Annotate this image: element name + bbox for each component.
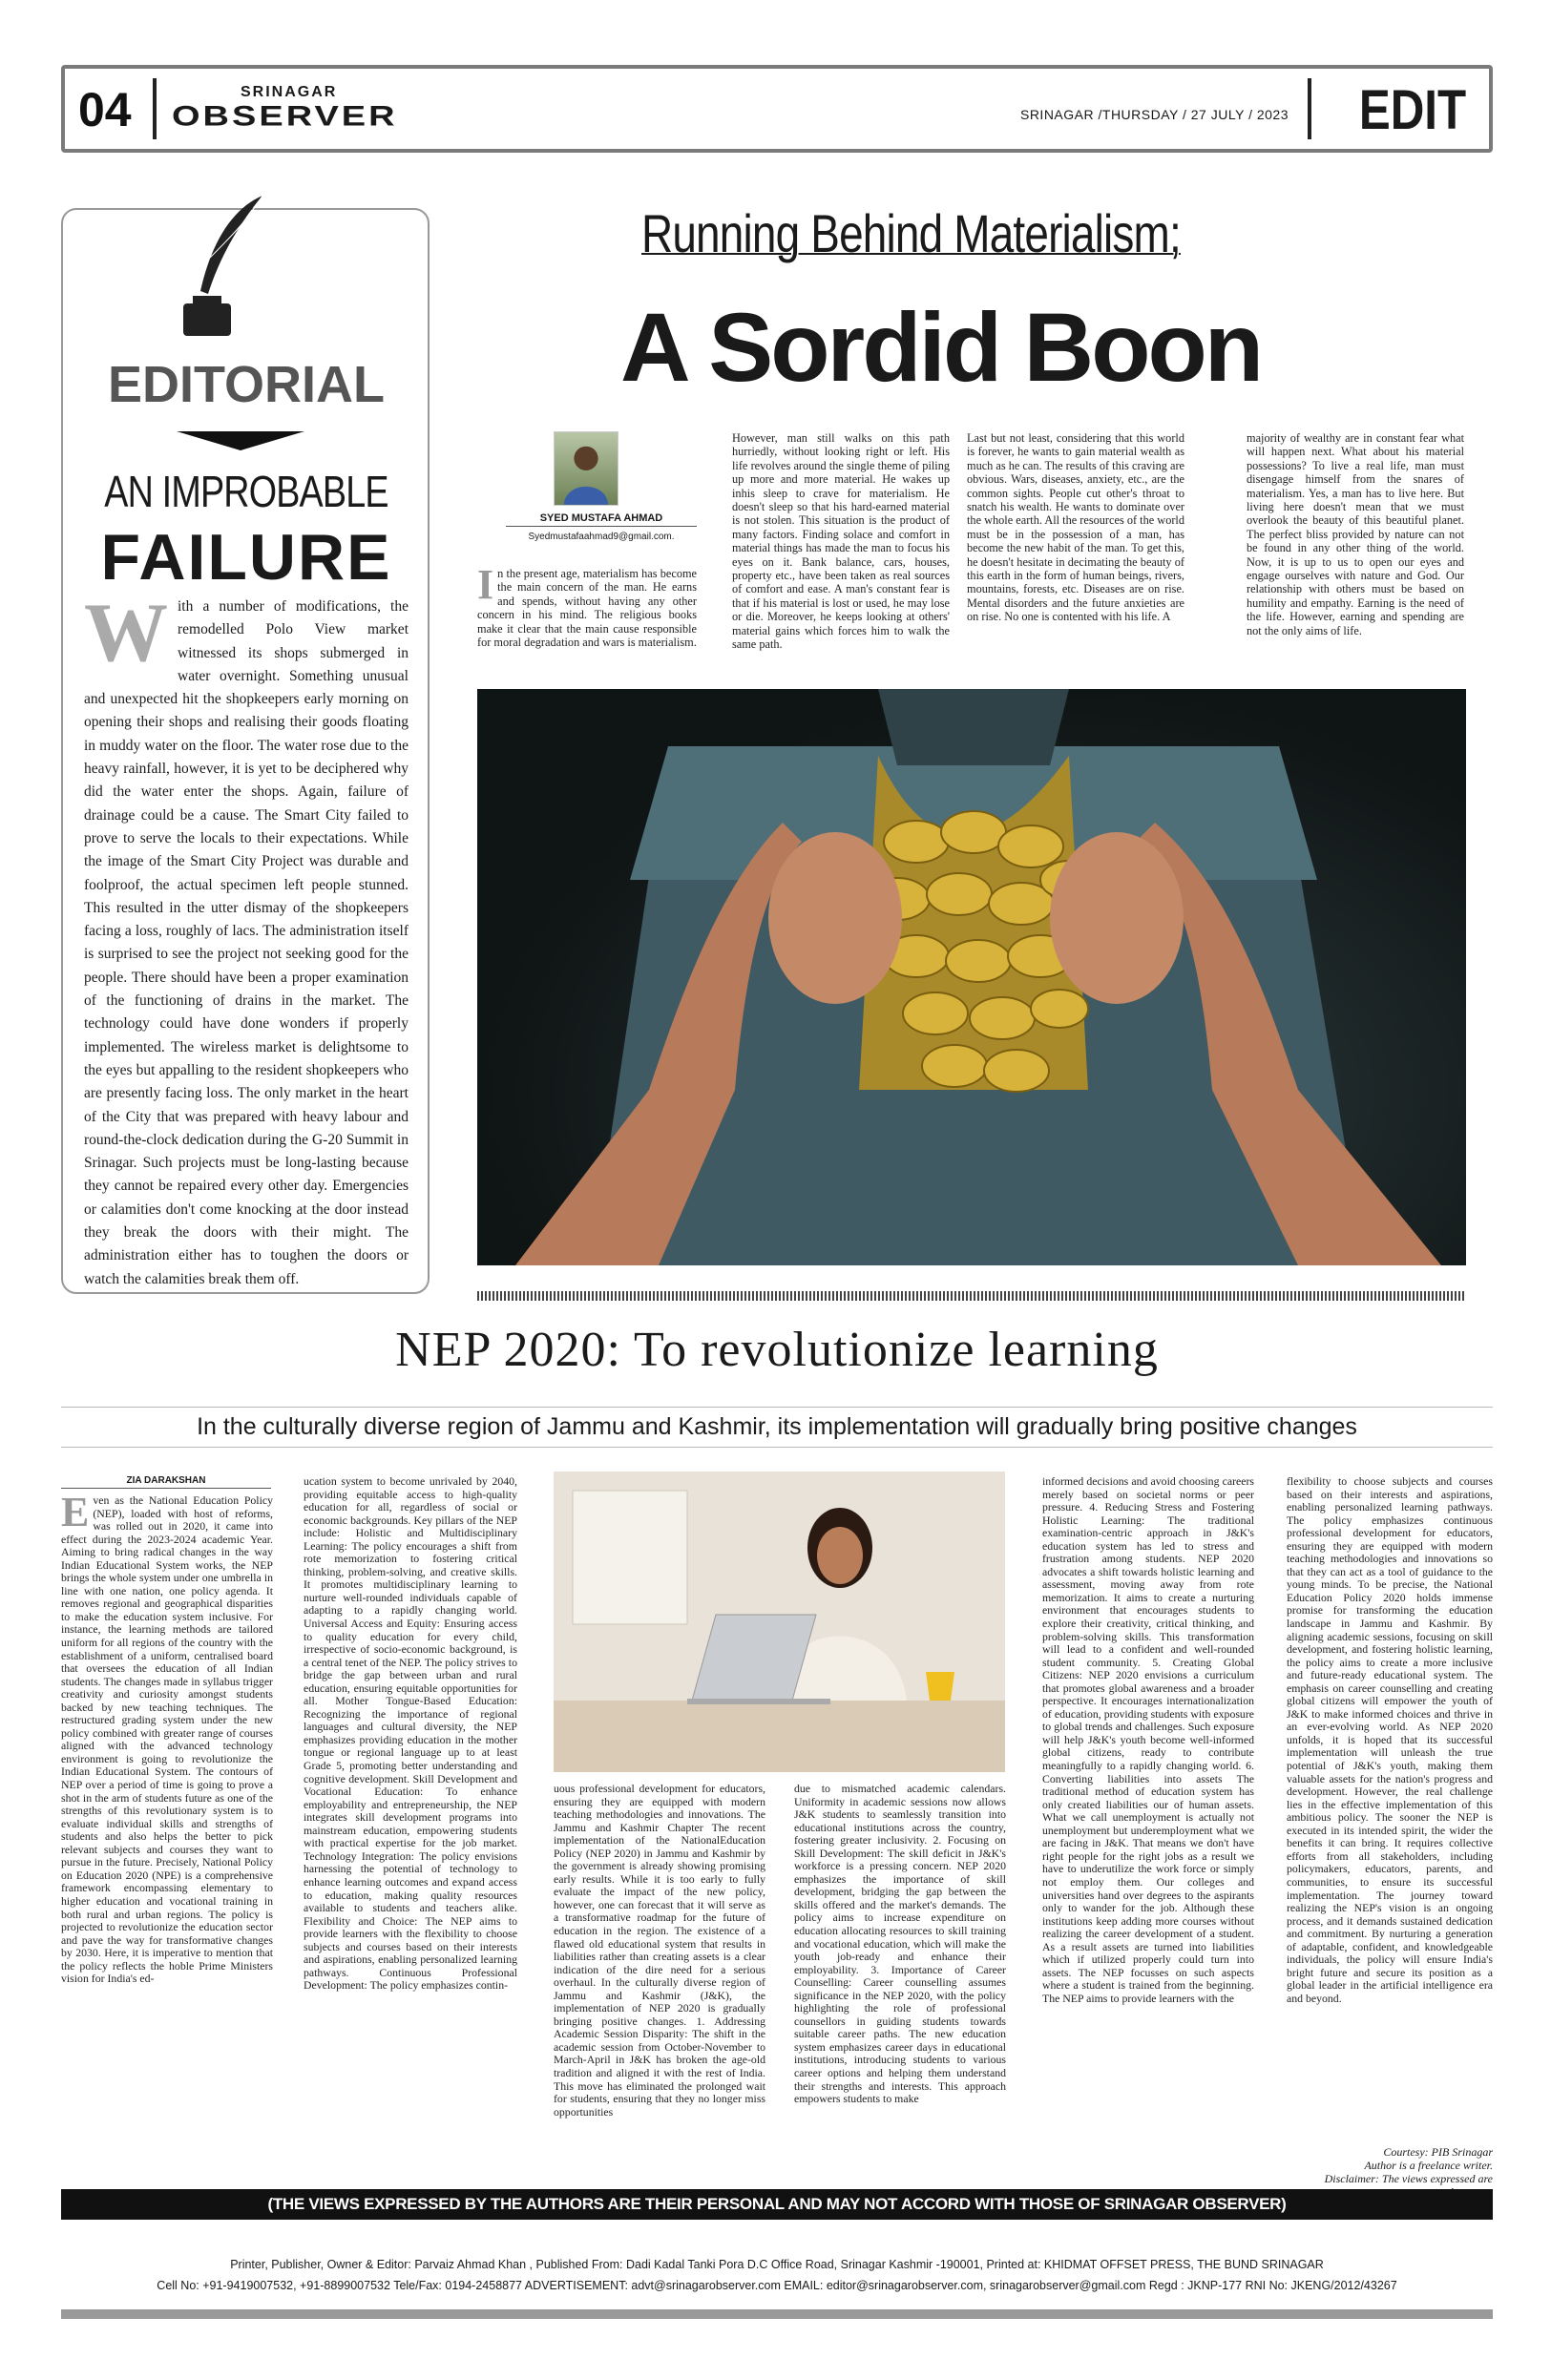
nep-column-4: due to mismatched academic calendars. Uniformity in academic sessions now allows J&K students to seamlessly transition into educational institutions across the country, fostering greater inclusivity. 2. Focusing on Skill Development: The skill deficit in J&K's workforce is a pressing concern. NEP 2020 emphasizes the importance of skill development, bridging the gap between the skills offered and the market's demands. The policy aims to increase expenditure on education allocating resources to skill training and vocational education, which will make the youth job-ready and enhance their employability. 3. Importance of Career Counselling: Career counselling assumes significance in the NEP 2020, with the policy highlighting the role of professional counsellors in guiding students towards suitable career paths. The new education system emphasizes career days in educational institutions, introducing students to various career options and helping them understand their strengths and interests. This approach empowers students to make: [794, 1782, 1006, 2106]
author-email: Syedmustafaahmad9@gmail.com.: [528, 532, 675, 542]
drop-cap: I: [477, 561, 494, 608]
divider: [1308, 78, 1311, 139]
nep-author: ZIA DARAKSHAN: [61, 1475, 271, 1489]
dateline: SRINAGAR /THURSDAY / 27 JULY / 2023: [1019, 107, 1289, 122]
student-laptop-photo: [554, 1472, 1005, 1772]
article-column-1: [477, 561, 697, 650]
drop-cap: W: [84, 587, 168, 679]
article-column-4: majority of wealthy are in constant fear what will happen next. What about his material possessions? To live a real life, man must disengage himself from the snares of materialism. Yes, a man has to live here. But living here doesn't mean that we must overlook the beauty of this beautiful planet. The perfect bliss provided by nature can not be found in any other thing of the world. Now, it is up to us to open our eyes and engage ourselves with nature and God. Our relationship with others must be based on humility and empathy. Earning is the need of the life. However, earning and spending are not the only aims of life.: [1247, 431, 1464, 637]
quill-ink-icon: [172, 191, 277, 344]
arrow-down-icon: [177, 431, 304, 452]
author-name: SYED MUSTAFA AHMAD: [506, 512, 697, 527]
article-headline: A Sordid Boon: [620, 293, 1262, 402]
article-column-3: Last but not least, considering that this world is forever, he wants to gain material wealth as much as he can. The results of this craving are obvious. Wars, diseases, anxiety, etc., are the common sights. People cut other's throat to snatch his wealth. He wants to dominate over the whole earth. All the resources of the world must be in the possession of a man, has become the new habit of the man. To get this, he doesn't hesitate in decimating the beauty of this earth in the form of human beings, rivers, mountains, forests, etc. Diseases are on rise. Mental disorders and the future anxieties are on rise. No one is contented with his life. A: [967, 431, 1184, 624]
imprint-line1: Printer, Publisher, Owner & Editor: Parvaiz Ahmad Khan , Published From: Dadi Kadal Tanki Pora D.C Office Road, Srinagar Kashmir -190001, Printed at: KHIDMAT OFFSET PRESS, THE BUND SRINAGAR: [230, 2258, 1324, 2271]
views-disclaimer-bar: (THE VIEWS EXPRESSED BY THE AUTHORS ARE THEIR PERSONAL AND MAY NOT ACCORD WITH THOSE OF SRINAGAR OBSERVER): [61, 2189, 1493, 2220]
editorial-body: [84, 587, 409, 1291]
article-kicker: Running Behind Materialism;: [641, 203, 1181, 263]
section-label: EDIT: [1358, 79, 1466, 141]
nep-column-6: flexibility to choose subjects and courses based on their interests and aspirations, enabling personalized learning pathways. The policy emphasizes continuous professional development for educators, ensuring they are equipped with modern teaching methodologies and innovations so that they can act as a tool of guidance to the young minds. To be precise, the National Education Policy 2020 holds immense promise for transforming the education landscape in Jammu and Kashmir. By aligning academic sessions, focusing on skill development, and fostering holistic learning, the policy aims to create a more inclusive and future-ready educational system. The emphasis on career counselling and creating global citizens will empower the youth of J&K to make informed choices and thrive in an ever-evolving world. As NEP 2020 unfolds, it is hoped that its successful implementation will unleash the true potential of J&K's youth, making them valuable assets for the nation's progress and development. However, the real challenge lies in the effective implementation of this ambitious policy. The sooner the NEP is executed in its intended spirit, the wider the benefits it can bring. It requires collective efforts from all stakeholders, including policymakers, educators, parents, and communities, to ensure its successful implementation. The journey toward realizing the NEP's vision is an ongoing process, and it demands sustained dedication and commitment. By nurturing a generation of adaptable, confident, and knowledgeable individuals, the policy will ensure India's bright future and secure its position as a global leader in the artificial intelligence era and beyond.: [1287, 1474, 1493, 2005]
nep-column-1: [61, 1489, 273, 1986]
author-photo: [554, 431, 618, 506]
disclaimer-note: Disclaimer: The views expressed are: [1324, 2172, 1493, 2185]
drop-cap: E: [61, 1489, 90, 1535]
courtesy: Courtesy: PIB Srinagar: [1383, 2145, 1493, 2159]
article-column-2: However, man still walks on this path hurriedly, without looking right or left. His life revolves around the single theme of piling up more and more material. He wakes up inhis sleep to crave for materialism. He doesn't sleep so that his hard-earned material is not stolen. This situation is the product of many factors. Finding solace and comfort in material things has made the man to focus his eyes on it. Bank balance, cars, houses, property etc., have been taken as real sources of comfort and ease. A man's constant fear is that if his material is lost or used, he may lose or die. Moreover, he keeps looking at others' material gains which forces him to walk the same path.: [732, 431, 950, 652]
nep-column-3: uous professional development for educators, ensuring they are equipped with modern teaching methodologies and innovations. The Jammu and Kashmir Chapter The recent implementation of the NationalEducation Policy (NEP 2020) in Jammu and Kashmir by the government is already showing promising early results. While it is too early to fully evaluate the impact of the new policy, however, one can forecast that it will serve as a transformative roadmap for the future of education in the region. The existence of a flawed old educational system that results in liabilities rather than creating assets is a clear indication of the dire need for a serious overhaul. In the culturally diverse region of Jammu and Kashmir (J&K), the implementation of NEP 2020 is gradually bringing positive changes. 1. Addressing Academic Session Disparity: The shift in the academic session from October-November to March-April in J&K has broken the age-old tradition and aligned it with the rest of India. This move has eliminated the prolonged wait for students, ensuring that they no longer miss opportunities: [554, 1782, 765, 2119]
newspaper-logo: [172, 84, 430, 143]
logo-main: OBSERVER: [172, 101, 398, 133]
nep-column-2: ucation system to become unrivaled by 2040, providing equitable access to high-quality education for all, regardless of social or economic backgrounds. Key pillars of the NEP include: Holistic and Multidisciplinary Learning: The policy encourages a shift from rote memorization to fostering critical thinking, problem-solving, and creative skills. It promotes multidisciplinary learning to nurture well-rounded individuals capable of adapting to a rapidly changing world. Universal Access and Equity: Ensuring access to quality education for every child, irrespective of socio-economic background, is a central tenet of the NEP. The policy strives to bridge the gap between urban and rural education, ensuring equitable opportunities for all. Mother Tongue-Based Education: Recognizing the importance of regional languages and cultural diversity, the NEP emphasizes providing education in the mother tongue or regional language up to at least Grade 5, promoting better understanding and cognitive development. Skill Development and Vocational Education: To enhance employability and entrepreneurship, the NEP integrates skill development programs into mainstream education, empowering students with practical expertise for the job market. Technology Integration: The policy envisions harnessing the potential of technology to enhance learning outcomes and expand access to education, making quality resources available to students and teachers alike. Flexibility and Choice: The NEP aims to provide learners with the flexibility to choose subjects and courses based on their interests and aspirations, enabling personalized learning pathways. Continuous Professional Development: The policy emphasizes contin-: [304, 1474, 517, 1993]
column-text: ven as the National Education Policy (NEP), loaded with host of reforms, was rolled out in 2020, it came into effect during the 2023-2024 academic Year. Aiming to bring radical changes in the way Indian Educational System works, the NEP brings the whole system under one umbrella in line with one nation, one policy agenda. It removes regional and geographical disparities to make the education system inclusive. For instance, the learning methods are tailored uniform for all regions of the country with the establishment of a uniform, centralised board that oversees the education of all Indian students. The changes made in syllabus trigger creativity and curiosity amongst students backed by new teaching techniques. The restructured grading system under the new policy combined with greater range of courses aligned with the advanced technology environment is going to revolutionize the Indian Educational System. The contours of NEP over a period of time is going to prove a shot in the arm of students future as one of the strengths of this revolutionary system is to evaluate individual skills and strengths of students and also helps the better to pick relevant subjects and courses they want to pursue in the future. Precisely, National Policy on Education 2020 (NPE) is a comprehensive framework encompassing elementary to higher education and vocational training in both rural and urban regions. The policy is projected to revolutionize the education sector and pave the way for transformative changes by 2030. Here, it is imperative to mention that the policy reflects the hoble Prime Ministers vision for India's ed-: [61, 1493, 273, 1986]
column-text: n the present age, materialism has become the main concern of the man. He earns and spends, without having any other concern in his mind. The religious books make it clear that the main cause responsible for moral degradation and wars is materialism.: [477, 567, 697, 650]
editorial-text: ith a number of modifications, the remodelled Polo View market witnessed its shops submerged in water overnight. Something unusual and unexpected hit the shopkeepers early morning on opening their shops and realising their goods floating in muddy water on the floor. The water rose due to the heavy rainfall, however, it is yet to be deciphered why did the water enter the shops. Again, failure of drainage could be a cause. The Smart City failed to prove to serve the locals to their expectations. While the image of the Smart City Project was durable and foolproof, the actual specimen left people stunned. This resulted in the utter dismay of the shopkeepers facing a loss, roughly of lacs. The administration itself is surprised to see the project not seeking good for the people. There should have been a proper examination of the functioning of drains in the market. The technology could have done wonders if properly implemented. The wireless market is delightsome to the eyes but appalling to the resident shopkeepers who are presently facing loss. The only market in the heart of the City that was prepared with heavy labour and round-the-clock dedication during the G-20 Summit in Srinagar. Such projects must be long-lasting because they cannot be repaired every other day. Emergencies or calamities don't come knocking at the door instead they break the doors with their might. The administration either has to toughen the doors or watch the calamities break them off.: [84, 598, 409, 1287]
imprint: [61, 2254, 1493, 2296]
editorial-title-line2: FAILURE: [100, 521, 392, 594]
dotted-divider: [477, 1291, 1466, 1301]
materialism-photo: [477, 689, 1466, 1265]
masthead: [61, 65, 1493, 153]
author-note: Author is a freelance writer.: [1364, 2159, 1493, 2172]
logo-top: SRINAGAR: [241, 84, 338, 100]
imprint-line2: Cell No: +91-9419007532, +91-8899007532 Tele/Fax: 0194-2458877 ADVERTISEMENT: advt@srinagarobserver.com EMAIL: editor@srinagarobserver.com, srinagarobserver@gmail.com Regd : JKNP-177 RNI No: JKENG/2012/43267: [157, 2279, 1397, 2292]
nep-subheadline: In the culturally diverse region of Jammu and Kashmir, its implementation will gradually bring positive changes: [61, 1407, 1493, 1448]
nep-column-5: informed decisions and avoid choosing careers merely based on societal norms or peer pressure. 4. Reducing Stress and Fostering Holistic Learning: The traditional examination-centric approach in J&K's education system has led to stress and frustration among students. NEP 2020 advocates a shift towards holistic learning and assessment, moving away from rote memorization. It aims to create a nurturing environment that encourages students to explore their creativity, critical thinking, and problem-solving skills. This transformation will lead to a confident and well-rounded student community. 5. Creating Global Citizens: NEP 2020 envisions a curriculum that promotes global awareness and a broader perspective. It encourages internationalization of education, providing students with exposure to global trends and challenges. Such exposure will help J&K's youth become well-informed global citizens, ready to contribute meaningfully to a rapidly changing world. 6. Converting liabilities into assets The traditional method of education system has only created liabilities our of human assets. What we call unemployment is actually not unemployment but underemployment what we are facing in J&K. That means we don't have right people for the right jobs as a result we have to underutilize the work force or simply not employ them. Our colleges and universities hand over degrees to the aspirants only to wander for the job. Although these institutions keep adding more courses without realizing the career development of a student. As a result assets are turned into liabilities which if utilized properly could turn into assets. The NEP focusses on such aspects where a student is trained from the beginning. The NEP aims to provide learners with the: [1042, 1474, 1254, 2005]
nep-headline: NEP 2020: To revolutionize learning: [395, 1323, 1159, 1377]
editorial-label: EDITORIAL: [107, 356, 385, 413]
divider: [153, 78, 157, 139]
editorial-title-line1: AN IMPROBABLE: [104, 467, 388, 516]
bottom-rule: [61, 2309, 1493, 2319]
page-number: 04: [78, 83, 132, 136]
